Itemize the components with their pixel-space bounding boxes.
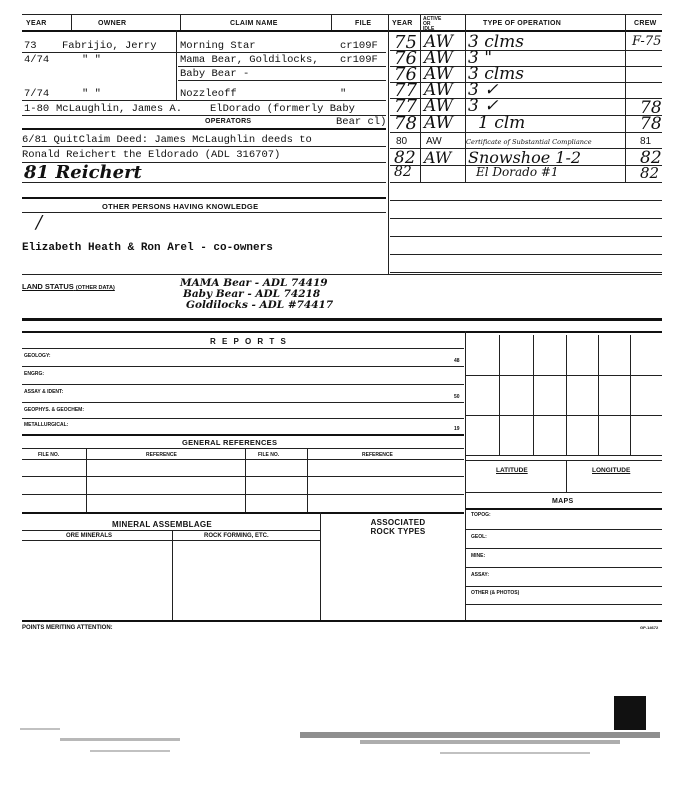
operation-status: AW: [424, 64, 454, 84]
longitude-label: LONGITUDE: [592, 467, 631, 474]
latitude-label: LATITUDE: [496, 467, 528, 474]
operators-line-2: Ronald Reichert the Eldorado (ADL 316707): [22, 149, 281, 161]
knowledge-title: OTHER PERSONS HAVING KNOWLEDGE: [102, 202, 259, 211]
operation-type: El Dorado #1: [476, 165, 559, 179]
ref-col-file-no-2: FILE NO.: [258, 452, 280, 458]
owner-row-year: 7/74: [24, 88, 50, 100]
land-status-line: Goldilocks - ADL #74417: [186, 299, 334, 311]
operation-crew: 78: [640, 98, 662, 118]
header-claim-name: CLAIM NAME: [230, 20, 278, 27]
operation-status: AW: [424, 148, 452, 167]
owner-row-file: ": [340, 88, 347, 100]
map-row-label: TOPOG:: [471, 512, 491, 518]
operators-line-1: 6/81 QuitClaim Deed: James McLaughlin deeds to: [22, 134, 312, 146]
report-label: ASSAY & IDENT:: [24, 389, 64, 395]
report-number: 48: [454, 358, 460, 364]
bear-cl-text: Bear cl): [336, 116, 387, 128]
owner-row-owner: " ": [82, 54, 101, 66]
operation-status: AW: [424, 32, 454, 52]
operation-status: AW: [424, 96, 454, 116]
header-file: FILE: [355, 20, 372, 27]
ref-col-file-no: FILE NO.: [38, 452, 60, 458]
header-year-2: YEAR: [392, 20, 413, 27]
report-number: 50: [454, 394, 460, 400]
owner-row-owner: McLaughlin, James A.: [56, 103, 183, 115]
land-status-sub: (OTHER DATA): [75, 285, 115, 291]
rock-forming-label: ROCK FORMING, ETC.: [204, 533, 269, 539]
operation-type: Snowshoe 1-2: [468, 148, 582, 167]
owner-row-year: 73: [24, 40, 37, 52]
land-status-line: MAMA Bear - ADL 74419: [180, 277, 328, 289]
operation-year: 80: [396, 136, 408, 147]
knowledge-text: Elizabeth Heath & Ron Arel - co-owners: [22, 242, 273, 254]
map-row-label: MINE:: [471, 553, 486, 559]
operation-type: 1 clm: [478, 113, 526, 133]
ref-col-reference: REFERENCE: [146, 452, 177, 458]
form-number: GP-14672: [640, 625, 659, 630]
operation-crew: 81: [640, 136, 652, 147]
operation-year: 78: [394, 113, 417, 134]
map-row-label: ASSAY:: [471, 572, 490, 578]
header-owner: OWNER: [98, 20, 127, 27]
owner-row-year: 4/74: [24, 54, 50, 66]
report-label: METALLURGICAL:: [24, 422, 69, 428]
owner-row-claim: ElDorado (formerly Baby: [210, 103, 355, 115]
operation-year: 76: [394, 48, 417, 69]
header-year: YEAR: [26, 20, 47, 27]
report-label: ENGRG:: [24, 371, 44, 377]
operation-type: 3 ✓: [468, 96, 499, 116]
map-row-label: GEOL:: [471, 534, 487, 540]
operation-year: 76: [394, 64, 417, 85]
report-number: 19: [454, 426, 460, 432]
land-status-label: LAND STATUS: [22, 282, 74, 291]
operation-year: 77: [394, 96, 417, 117]
operation-type: 3 ": [468, 48, 493, 68]
points-meriting-attention: POINTS MERITING ATTENTION:: [22, 625, 113, 631]
owner-row-file: cr109F: [340, 40, 378, 52]
operation-year: 77: [394, 80, 417, 101]
operation-year: 82: [394, 164, 412, 180]
operation-year: 75: [394, 32, 417, 53]
operation-status: AW: [424, 80, 454, 100]
mineral-title: MINERAL ASSEMBLAGE: [112, 520, 213, 529]
operation-crew: 82: [640, 148, 662, 168]
operation-type: 3 clms: [468, 64, 525, 84]
operators-handwritten: 81 Reichert: [24, 162, 142, 183]
operation-type: 3 ✓: [468, 80, 499, 100]
header-type-operation: TYPE OF OPERATION: [483, 20, 562, 27]
report-label: GEOPHYS. & GEOCHEM:: [24, 407, 85, 413]
operation-year: 82: [394, 148, 416, 168]
owner-row-year: 1-80: [24, 103, 50, 115]
maps-title: MAPS: [552, 498, 574, 505]
owner-row-owner: " ": [82, 88, 101, 100]
owner-row-claim: Morning Star: [180, 40, 256, 52]
map-row-label: OTHER (& PHOTOS): [471, 590, 520, 596]
operation-crew: 78: [640, 114, 662, 134]
operation-status: AW: [424, 48, 454, 68]
operation-crew: 82: [640, 164, 660, 182]
knowledge-mark: /: [36, 212, 43, 233]
general-references-title: GENERAL REFERENCES: [182, 438, 278, 447]
header-crew: CREW: [634, 20, 657, 27]
ore-minerals-label: ORE MINERALS: [66, 533, 113, 539]
operation-status: AW: [426, 136, 442, 147]
reports-title: R E P O R T S: [210, 337, 288, 346]
operation-status: AW: [424, 113, 454, 133]
operators-label: OPERATORS: [205, 118, 252, 125]
owner-row-claim: Mama Bear, Goldilocks,: [180, 54, 319, 66]
report-label: GEOLOGY:: [24, 353, 51, 359]
operation-crew: F-75: [632, 34, 662, 49]
operation-type: 3 clms: [468, 32, 525, 52]
owner-row-file: cr109F: [340, 54, 378, 66]
owner-row-claim: Nozzleoff: [180, 88, 237, 100]
owner-row-claim: Baby Bear -: [180, 68, 250, 80]
operation-type: Certificate of Substantial Compliance: [466, 138, 592, 146]
associated-rock-types: ASSOCIATED ROCK TYPES: [370, 518, 426, 536]
header-active-idle: ACTIVE OR IDLE: [423, 16, 442, 32]
owner-row-owner: Fabrijio, Jerry: [62, 40, 157, 52]
ref-col-reference-2: REFERENCE: [362, 452, 393, 458]
land-status-line: Baby Bear - ADL 74218: [183, 288, 321, 300]
